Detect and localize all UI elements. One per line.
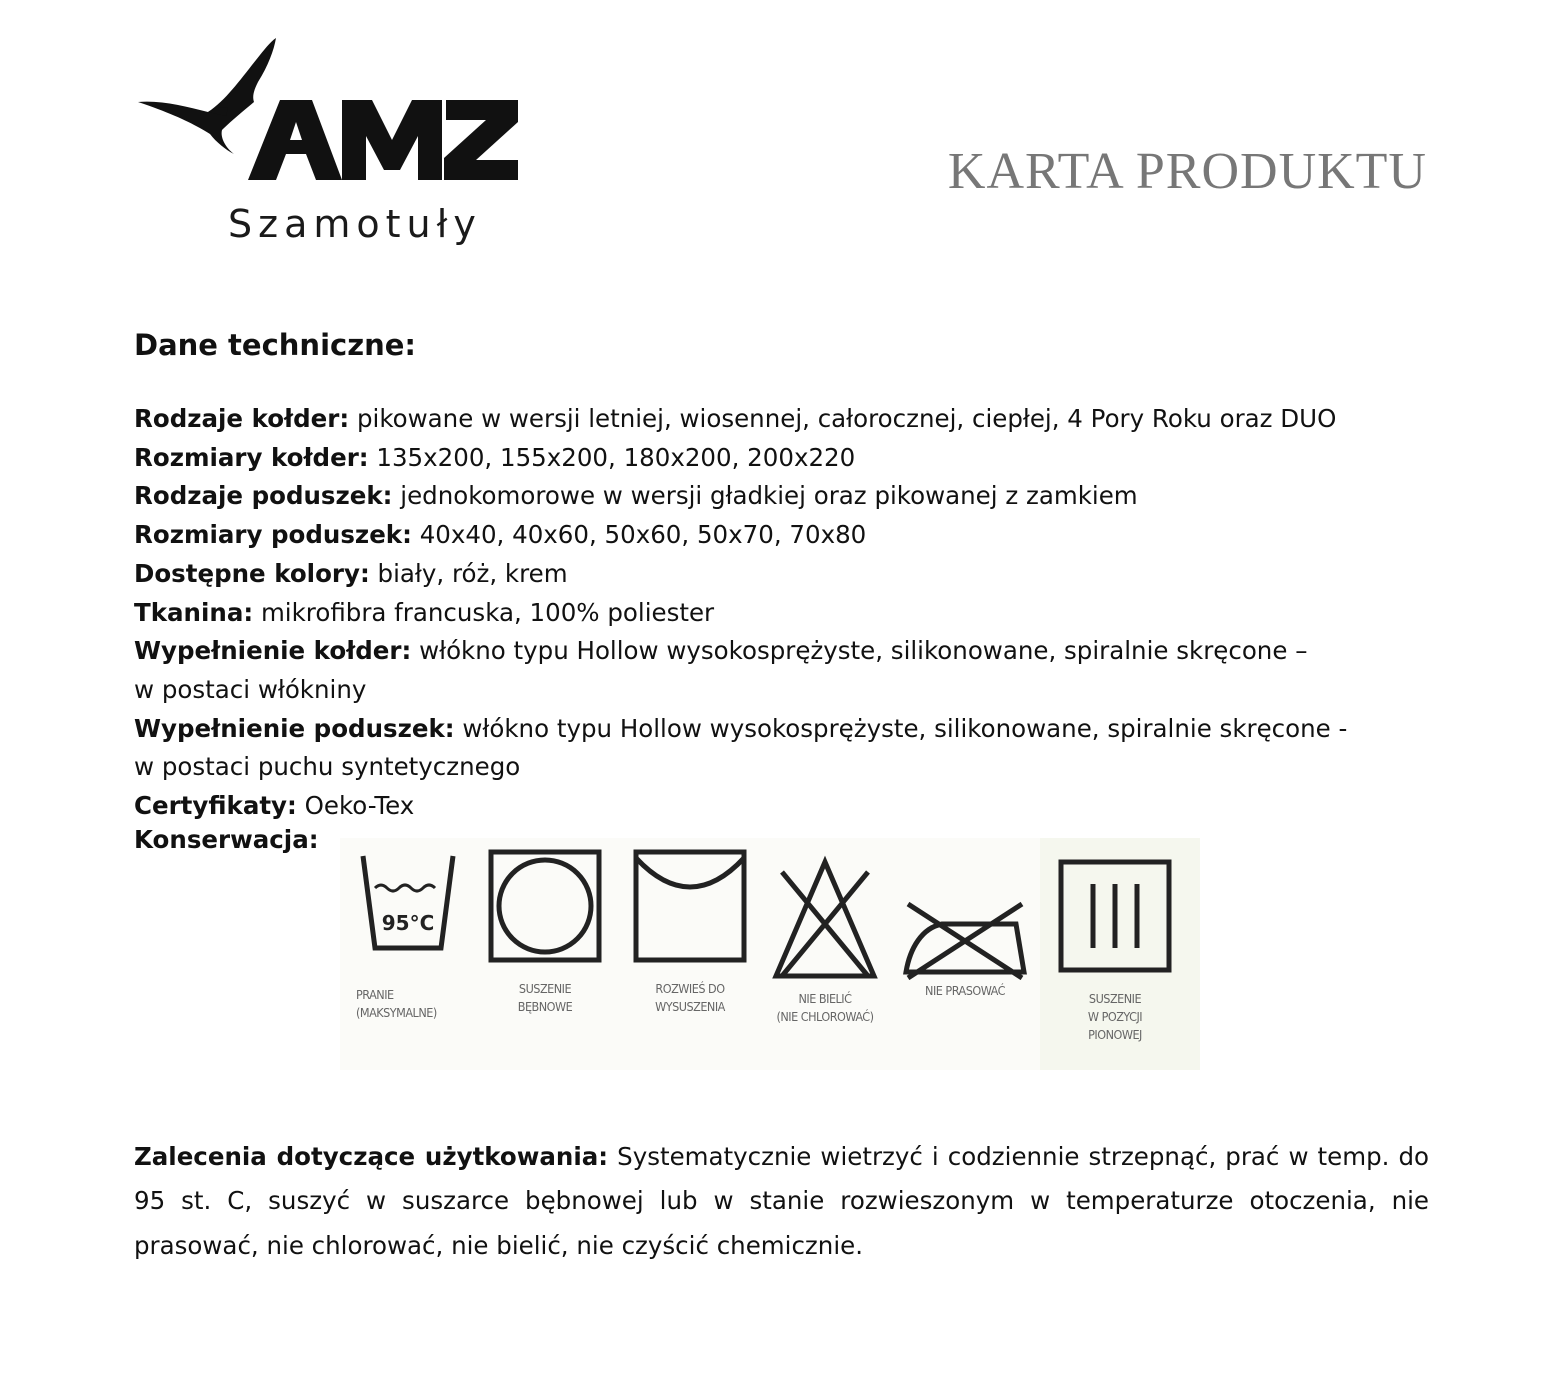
spec-label: Rodzaje kołder: — [134, 404, 350, 433]
care-caption: NIE BIELIĆ (NIE CHLOROWAĆ) — [776, 991, 874, 1024]
goose-amz-logo-icon — [130, 30, 530, 200]
usage-text: Systematycznie wietrzyć i codziennie strzepnąć, prać w temp. do 95 st. C, suszyć w suszarce bębnowej lub w stanie rozwieszonym w temperaturze otoczenia, nie prasować, nie chlorować, nie bielić, nie czyścić chemicznie. — [134, 1141, 1430, 1260]
care-item-no-iron — [900, 894, 1030, 1000]
section-heading: Dane techniczne: — [134, 328, 416, 362]
spec-label: Wypełnienie kołder: — [134, 636, 412, 666]
no-iron-icon — [902, 894, 1028, 980]
no-bleach-icon — [770, 854, 880, 984]
brand-logo — [130, 30, 530, 260]
spec-label: Wypełnienie poduszek: — [134, 713, 455, 743]
spec-value: pikowane w wersji letniej, wiosennej, całorocznej, ciepłej, 4 Pory Roku oraz DUO — [349, 404, 1337, 433]
care-label: Konserwacja: — [134, 825, 319, 854]
wash-95-icon — [353, 848, 463, 958]
usage-recommendations — [134, 1135, 1429, 1269]
document-title: KARTA PRODUKTU — [947, 143, 1427, 200]
spec-row — [134, 400, 1434, 439]
care-item-drip-dry — [1050, 856, 1180, 1044]
care-item-no-bleach — [765, 854, 885, 1026]
spec-label: Dostępne kolory: — [134, 558, 370, 588]
spec-label: Rozmiary poduszek: — [134, 520, 412, 550]
care-item-tumble — [480, 846, 610, 1016]
spec-label: Rozmiary kołder: — [134, 442, 369, 472]
spec-label: Tkanina: — [134, 597, 254, 627]
technical-specs — [134, 400, 1434, 826]
care-caption: SUSZENIE W POZYCJI PIONOWEJ — [1087, 991, 1143, 1042]
spec-value: włókno typu Hollow wysokosprężyste, silikonowane, spiralnie skręcone - w postaci puchu syntetycznego — [134, 713, 1348, 782]
wash-temp: 95°C — [381, 911, 435, 935]
spec-row — [134, 555, 1434, 594]
care-item-wash — [348, 848, 468, 1022]
brand-subtitle: Szamotuły — [228, 202, 482, 246]
care-caption: PRANIE (MAKSYMALNE) — [356, 987, 437, 1020]
drip-dry-icon — [1055, 856, 1175, 976]
spec-row — [134, 787, 1434, 826]
spec-label: Certyfikaty: — [134, 791, 297, 821]
spec-row — [134, 477, 1434, 516]
spec-value: mikrofibra francuska, 100% poliester — [253, 597, 715, 627]
spec-value: 40x40, 40x60, 50x60, 50x70, 70x80 — [411, 520, 867, 550]
line-dry-icon — [630, 846, 750, 966]
care-caption: SUSZENIE BĘBNOWE — [517, 981, 573, 1014]
spec-value: Oeko-Tex — [296, 791, 415, 821]
spec-row — [134, 594, 1434, 633]
care-symbols — [340, 838, 1210, 1070]
spec-row — [134, 632, 1434, 709]
spec-value: biały, róż, krem — [369, 558, 568, 588]
spec-row — [134, 710, 1434, 787]
care-item-line-dry — [625, 846, 755, 1016]
spec-label: Rodzaje poduszek: — [134, 481, 393, 511]
care-caption: ROZWIEŚ DO WYSUSZENIA — [655, 981, 725, 1014]
usage-label: Zalecenia dotyczące użytkowania: — [134, 1141, 609, 1171]
spec-value: jednokomorowe w wersji gładkiej oraz pikowanej z zamkiem — [392, 481, 1138, 511]
spec-value: włókno typu Hollow wysokosprężyste, silikonowane, spiralnie skręcone – w postaci włókniny — [134, 636, 1308, 704]
care-caption: NIE PRASOWAĆ — [925, 983, 1005, 998]
spec-row — [134, 439, 1434, 478]
spec-row — [134, 516, 1434, 555]
tumble-dry-icon — [485, 846, 605, 966]
spec-value: 135x200, 155x200, 180x200, 200x220 — [368, 442, 856, 472]
